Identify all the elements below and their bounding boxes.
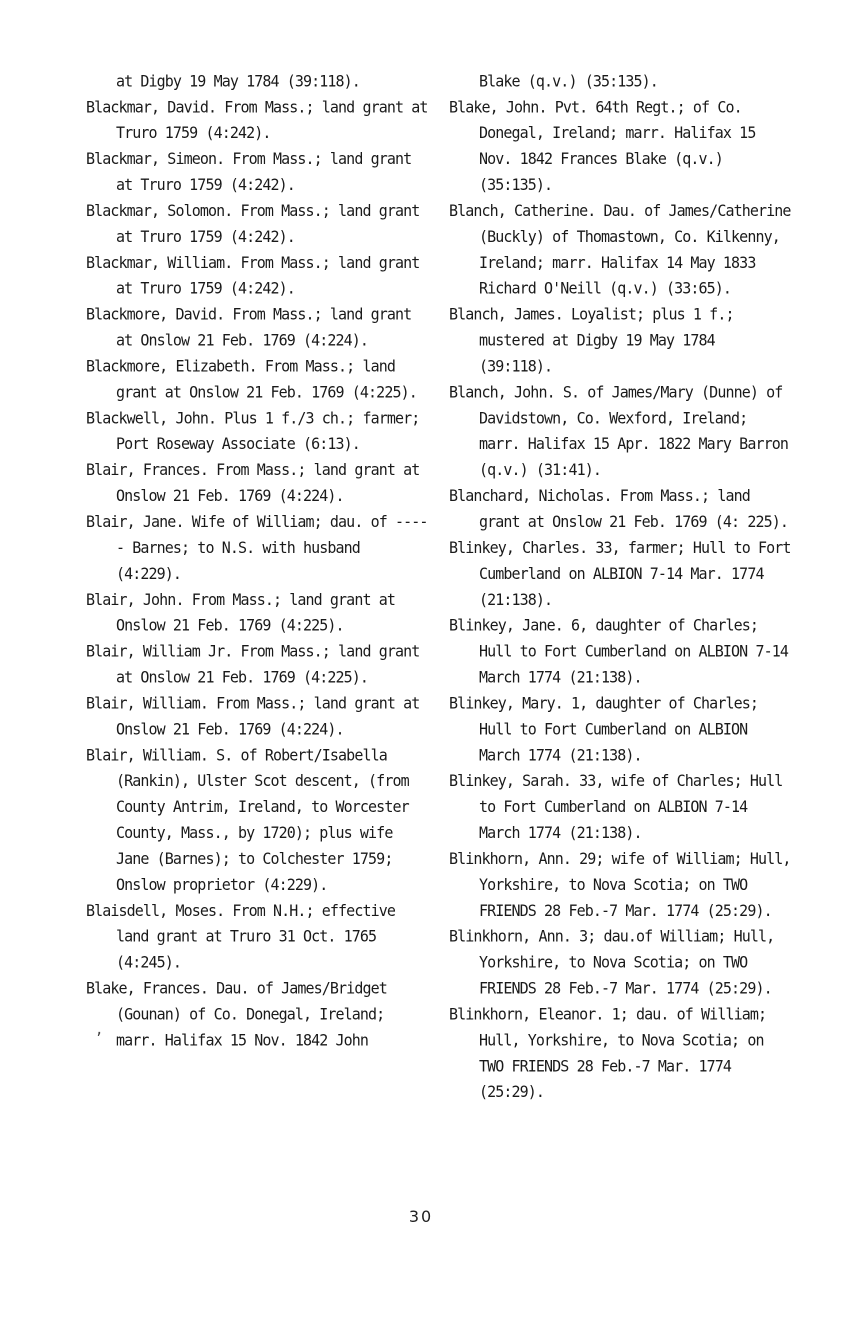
entry-blinkhorn-ann-3: Blinkhorn, Ann. 3; dau.of William; Hull, Yorkshire, to Nova Scotia; on TWO FRIENDS 28 Feb.-7 Mar. 1774 (25:29). bbox=[449, 926, 775, 998]
left-column bbox=[86, 68, 431, 1053]
entry-continuation: Blake (q.v.) (35:135). bbox=[479, 71, 658, 91]
right-column bbox=[449, 68, 794, 1105]
entry-blair-william-son-of-robert: Blair, William. S. of Robert/Isabella (Rankin), Ulster Scot descent, (from County Antrim, Ireland, to Worcester County, Mass., by 1720); plus wife Jane (Barnes); to Colchester 1759; Onslow proprietor (4:229). bbox=[86, 745, 409, 895]
entry-blackwell-john: Blackwell, John. Plus 1 f./3 ch.; farmer; Port Roseway Associate (6:13). bbox=[86, 408, 420, 454]
entry-blake-john: Blake, John. Pvt. 64th Regt.; of Co. Donegal, Ireland; marr. Halifax 15 Nov. 1842 Frances Blake (q.v.) (35:135). bbox=[449, 97, 756, 195]
entry-blake-frances: Blake, Frances. Dau. of James/Bridget (Gounan) of Co. Donegal, Ireland; marr. Halifax 15 Nov. 1842 John bbox=[86, 978, 387, 1050]
stray-ink-mark: , bbox=[95, 1022, 104, 1038]
entry-blair-william: Blair, William. From Mass.; land grant at Onslow 21 Feb. 1769 (4:224). bbox=[86, 693, 420, 739]
entry-blinkhorn-ann-29: Blinkhorn, Ann. 29; wife of William; Hull, Yorkshire, to Nova Scotia; on TWO FRIENDS 28 Feb.-7 Mar. 1774 (25:29). bbox=[449, 848, 791, 921]
entry-blanch-john: Blanch, John. S. of James/Mary (Dunne) of Davidstown, Co. Wexford, Ireland; marr. Halifax 15 Apr. 1822 Mary Barron (q.v.) (31:41). bbox=[449, 382, 788, 480]
entry-blinkey-jane: Blinkey, Jane. 6, daughter of Charles; Hull to Fort Cumberland on ALBION 7-14 March 1774 (21:138). bbox=[449, 615, 788, 687]
entry-continuation: at Digby 19 May 1784 (39:118). bbox=[116, 71, 360, 91]
entry-blanch-james: Blanch, James. Loyalist; plus 1 f.; mustered at Digby 19 May 1784 (39:118). bbox=[449, 304, 734, 376]
entry-blair-jane: Blair, Jane. Wife of William; dau. of ----- Barnes; to N.S. with husband (4:229). bbox=[86, 511, 428, 584]
entry-blanchard-nicholas: Blanchard, Nicholas. From Mass.; land grant at Onslow 21 Feb. 1769 (4: 225). bbox=[449, 485, 788, 532]
entry-blaisdell-moses: Blaisdell, Moses. From N.H.; effective land grant at Truro 31 Oct. 1765 (4:245). bbox=[86, 900, 395, 972]
entry-blinkey-sarah: Blinkey, Sarah. 33, wife of Charles; Hull to Fort Cumberland on ALBION 7-14 March 1774 (21:138). bbox=[449, 771, 783, 843]
entry-blair-john: Blair, John. From Mass.; land grant at Onslow 21 Feb. 1769 (4:225). bbox=[86, 589, 395, 635]
entry-blair-frances: Blair, Frances. From Mass.; land grant at Onslow 21 Feb. 1769 (4:224). bbox=[86, 460, 420, 506]
entry-blackmar-william: Blackmar, William. From Mass.; land grant at Truro 1759 (4:242). bbox=[86, 252, 420, 299]
entry-blackmar-solomon: Blackmar, Solomon. From Mass.; land grant at Truro 1759 (4:242). bbox=[86, 200, 420, 247]
page-number: 30 bbox=[408, 1207, 434, 1226]
entry-blinkhorn-eleanor: Blinkhorn, Eleanor. 1; dau. of William; Hull, Yorkshire, to Nova Scotia; on TWO FRIENDS 28 Feb.-7 Mar. 1774 (25:29). bbox=[449, 1004, 767, 1102]
entry-blackmar-simeon: Blackmar, Simeon. From Mass.; land grant at Truro 1759 (4:242). bbox=[86, 149, 412, 195]
entry-blanch-catherine: Blanch, Catherine. Dau. of James/Catherine (Buckly) of Thomastown, Co. Kilkenny, Ireland; marr. Halifax 14 May 1833 Richard O'Neill (q.v.) (33:65). bbox=[449, 200, 791, 299]
entry-blinkey-mary: Blinkey, Mary. 1, daughter of Charles; Hull to Fort Cumberland on ALBION March 1774 (21:138). bbox=[449, 693, 758, 765]
entry-blackmore-david: Blackmore, David. From Mass.; land grant at Onslow 21 Feb. 1769 (4:224). bbox=[86, 304, 412, 350]
entry-blinkey-charles: Blinkey, Charles. 33, farmer; Hull to Fort Cumberland on ALBION 7-14 Mar. 1774 (21:138). bbox=[449, 537, 791, 610]
entry-blackmar-david: Blackmar, David. From Mass.; land grant at Truro 1759 (4:242). bbox=[86, 97, 428, 143]
entry-blair-william-jr: Blair, William Jr. From Mass.; land grant at Onslow 21 Feb. 1769 (4:225). bbox=[86, 641, 420, 687]
entry-blackmore-elizabeth: Blackmore, Elizabeth. From Mass.; land grant at Onslow 21 Feb. 1769 (4:225). bbox=[86, 356, 417, 402]
